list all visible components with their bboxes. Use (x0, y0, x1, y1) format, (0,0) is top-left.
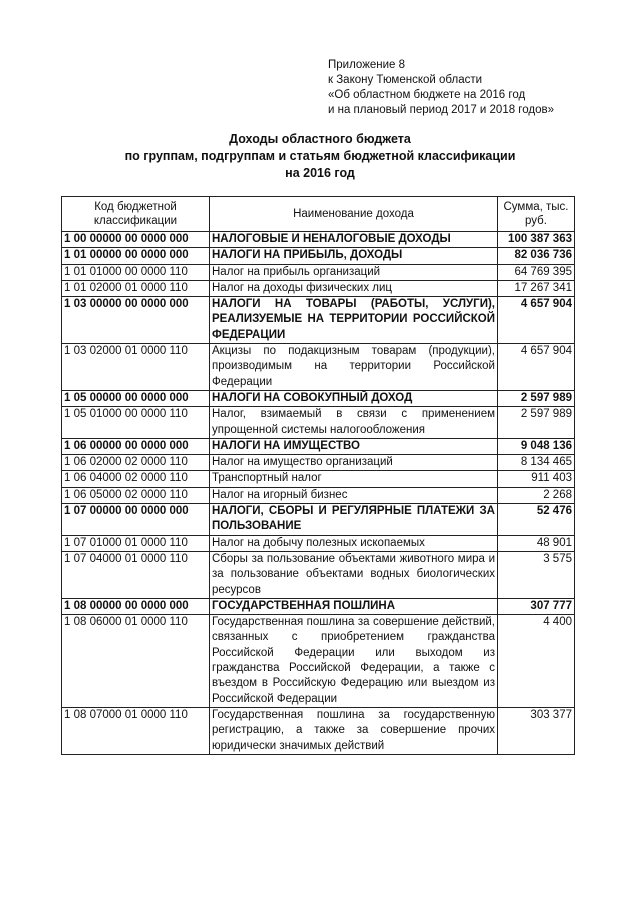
table-row (62, 297, 575, 344)
header-sum: Сумма, тыс. руб. (498, 197, 575, 232)
code-cell: 1 03 02000 01 0000 110 (62, 344, 210, 391)
sum-cell: 2 268 (498, 487, 575, 503)
sum-cell: 2 597 989 (498, 407, 575, 439)
table-row (62, 615, 575, 708)
appendix-law-title: «Об областном бюджете на 2016 год (328, 89, 526, 101)
code-cell: 1 01 02000 01 0000 110 (62, 280, 210, 296)
table-row (62, 232, 575, 248)
name-cell: ГОСУДАРСТВЕННАЯ ПОШЛИНА (210, 598, 498, 614)
sum-cell: 2 597 989 (498, 390, 575, 406)
document-title (0, 131, 640, 182)
name-cell: Государственная пошлина за государственную регистрацию, а также за совершение прочих юридически значимых действий (210, 707, 498, 754)
sum-cell: 3 575 (498, 551, 575, 598)
table-row (62, 707, 575, 754)
code-cell: 1 06 05000 02 0000 110 (62, 487, 210, 503)
name-cell: НАЛОГИ НА СОВОКУПНЫЙ ДОХОД (210, 390, 498, 406)
sum-cell: 307 777 (498, 598, 575, 614)
code-cell: 1 07 01000 01 0000 110 (62, 535, 210, 551)
title-line-1: Доходы областного бюджета (229, 132, 411, 146)
table-header-row (62, 197, 575, 232)
name-cell: НАЛОГИ НА ИМУЩЕСТВО (210, 438, 498, 454)
table-row (62, 535, 575, 551)
title-line-3: на 2016 год (285, 166, 355, 180)
code-cell: 1 03 00000 00 0000 000 (62, 297, 210, 344)
table-row (62, 264, 575, 280)
sum-cell: 17 267 341 (498, 280, 575, 296)
name-cell: Акцизы по подакцизным товарам (продукции), производимым на территории Российской Федерации (210, 344, 498, 391)
code-cell: 1 05 00000 00 0000 000 (62, 390, 210, 406)
name-cell: Налог на прибыль организаций (210, 264, 498, 280)
table-row (62, 598, 575, 614)
name-cell: НАЛОГИ, СБОРЫ И РЕГУЛЯРНЫЕ ПЛАТЕЖИ ЗА ПОЛЬЗОВАНИЕ (210, 504, 498, 536)
table-row (62, 551, 575, 598)
table-row (62, 344, 575, 391)
sum-cell: 8 134 465 (498, 455, 575, 471)
appendix-reference (328, 58, 554, 118)
name-cell: Налог на доходы физических лиц (210, 280, 498, 296)
table-row (62, 504, 575, 536)
table-row (62, 471, 575, 487)
name-cell: Налог на добычу полезных ископаемых (210, 535, 498, 551)
sum-cell: 48 901 (498, 535, 575, 551)
name-cell: НАЛОГИ НА ПРИБЫЛЬ, ДОХОДЫ (210, 248, 498, 264)
code-cell: 1 08 06000 01 0000 110 (62, 615, 210, 708)
name-cell: Налог, взимаемый в связи с применением упрощенной системы налогообложения (210, 407, 498, 439)
title-line-2: по группам, подгруппам и статьям бюджетной классификации (124, 149, 516, 163)
code-cell: 1 06 02000 02 0000 110 (62, 455, 210, 471)
appendix-law-period: и на плановый период 2017 и 2018 годов» (328, 104, 554, 116)
table-row (62, 280, 575, 296)
code-cell: 1 01 00000 00 0000 000 (62, 248, 210, 264)
header-code: Код бюджетной классификации (62, 197, 210, 232)
code-cell: 1 08 00000 00 0000 000 (62, 598, 210, 614)
table-row (62, 438, 575, 454)
sum-cell: 911 403 (498, 471, 575, 487)
sum-cell: 82 036 736 (498, 248, 575, 264)
sum-cell: 4 657 904 (498, 297, 575, 344)
name-cell: Сборы за пользование объектами животного мира и за пользование объектами водных биологических ресурсов (210, 551, 498, 598)
code-cell: 1 05 01000 00 0000 110 (62, 407, 210, 439)
sum-cell: 100 387 363 (498, 232, 575, 248)
sum-cell: 4 657 904 (498, 344, 575, 391)
table-body (62, 232, 575, 755)
name-cell: Государственная пошлина за совершение действий, связанных с приобретением гражданства Российской Федерации или выходом из гражданства Российской Федерации, а также с въездом в Российскую Федерацию или выездом из Российской Федерации (210, 615, 498, 708)
sum-cell: 64 769 395 (498, 264, 575, 280)
code-cell: 1 01 01000 00 0000 110 (62, 264, 210, 280)
name-cell: Налог на имущество организаций (210, 455, 498, 471)
appendix-law: к Закону Тюменской области (328, 74, 483, 86)
code-cell: 1 08 07000 01 0000 110 (62, 707, 210, 754)
code-cell: 1 07 04000 01 0000 110 (62, 551, 210, 598)
sum-cell: 303 377 (498, 707, 575, 754)
table-row (62, 407, 575, 439)
sum-cell: 9 048 136 (498, 438, 575, 454)
sum-cell: 4 400 (498, 615, 575, 708)
appendix-number: Приложение 8 (328, 59, 406, 71)
name-cell: Налог на игорный бизнес (210, 487, 498, 503)
table-row (62, 248, 575, 264)
code-cell: 1 06 00000 00 0000 000 (62, 438, 210, 454)
code-cell: 1 06 04000 02 0000 110 (62, 471, 210, 487)
table-row (62, 390, 575, 406)
code-cell: 1 07 00000 00 0000 000 (62, 504, 210, 536)
table-row (62, 455, 575, 471)
code-cell: 1 00 00000 00 0000 000 (62, 232, 210, 248)
name-cell: Транспортный налог (210, 471, 498, 487)
header-name: Наименование дохода (210, 197, 498, 232)
table-row (62, 487, 575, 503)
name-cell: НАЛОГОВЫЕ И НЕНАЛОГОВЫЕ ДОХОДЫ (210, 232, 498, 248)
sum-cell: 52 476 (498, 504, 575, 536)
name-cell: НАЛОГИ НА ТОВАРЫ (РАБОТЫ, УСЛУГИ), РЕАЛИЗУЕМЫЕ НА ТЕРРИТОРИИ РОССИЙСКОЙ ФЕДЕРАЦИИ (210, 297, 498, 344)
revenue-table (61, 196, 575, 755)
